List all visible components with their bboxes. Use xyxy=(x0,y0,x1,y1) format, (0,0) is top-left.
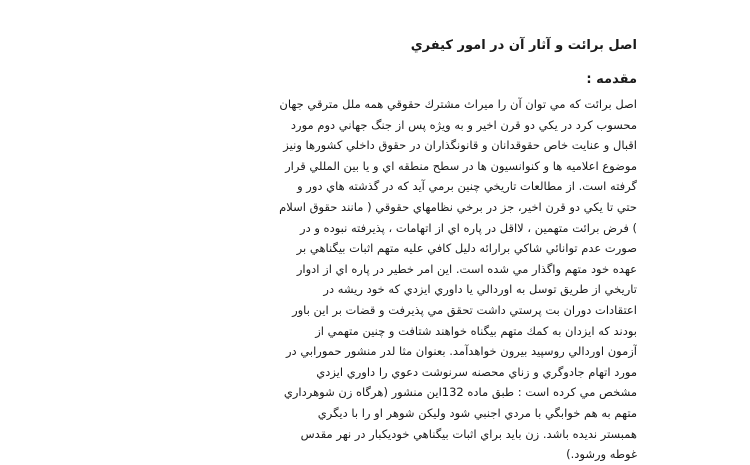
paragraph-line: عهده خود متهم واگذار مي شده است. اين امر خطير در پاره اي از ادوار xyxy=(296,261,637,276)
paragraph-line: مورد اتهام جادوگري و زناي محصنه سرنوشت دعوي را داوري ايزدي xyxy=(316,364,637,379)
paragraph-line: ) فرض برائت متهمين ، لااقل در پاره اي از اتهامات ، پذيرفته نبوده و در xyxy=(300,220,637,235)
paragraph-line: گرفته است. از مطالعات تاريخي چنين برمي آيد که در گذشته هاي دور و xyxy=(297,179,637,194)
paragraph-line: محسوب کرد در يکي دو قرن اخير و به ويژه پس از جنگ جهاني دوم مورد xyxy=(290,117,637,132)
paragraph-line: تاريخي از طريق توسل به اوردالي يا داوري ايزدي که خود ريشه در xyxy=(323,282,637,297)
paragraph-line: آزمون اوردالي روسپيد بيرون خواهدآمد. بعنوان مثا لدر منشور حمورابي در xyxy=(285,344,637,359)
paragraph-line: همبستر نديده باشد. زن بايد براي اثبات بيگناهي خوديکبار در نهر مقدس xyxy=(300,426,637,441)
body-paragraph xyxy=(82,94,637,465)
paragraph-line: حتي تا يکي دو قرن اخير، جز در برخي نظامهاي حقوقي ( مانند حقوق اسلام xyxy=(279,199,637,214)
paragraph-line: غوطه ورشود.) xyxy=(566,447,637,462)
paragraph-line: موضوع اعلاميه ها و کنوانسيون ها در سطح منطقه اي و يا بين المللي قرار xyxy=(285,158,637,173)
paragraph-line: صورت عدم توانائي شاكي برارائه دليل كافي عليه متهم اثبات بيگناهي بر xyxy=(296,241,637,256)
document-content xyxy=(82,36,637,465)
paragraph-line: اقبال و عنايت خاص حقوقدانان و قانونگذاران در حقوق داخلي کشورها ونيز xyxy=(283,138,637,153)
paragraph-line: اعتقادات دوران بت پرستي داشت تحقق مي پذيرفت و قضات بر اين باور xyxy=(292,302,637,317)
paragraph-line: مشخص مي کرده است : طبق ماده 132اين منشور (هرگاه زن شوهرداري xyxy=(283,385,637,400)
paragraph-line: بودند که ايزدان به کمك متهم بيگناه خواهند شتافت و چنين متهمي از xyxy=(315,323,637,338)
document-title: اصل برائت و آثار آن در امور کيفري xyxy=(410,38,637,53)
paragraph-line: اصل برائت که مي توان آن را ميراث مشترك حقوقي همه ملل مترقي جهان xyxy=(279,97,637,111)
paragraph-line: متهم به هم خوابگي با مردي اجنبي شود وليکن شوهر او را با ديگري xyxy=(317,405,637,420)
section-heading: مقدمه : xyxy=(586,72,637,87)
